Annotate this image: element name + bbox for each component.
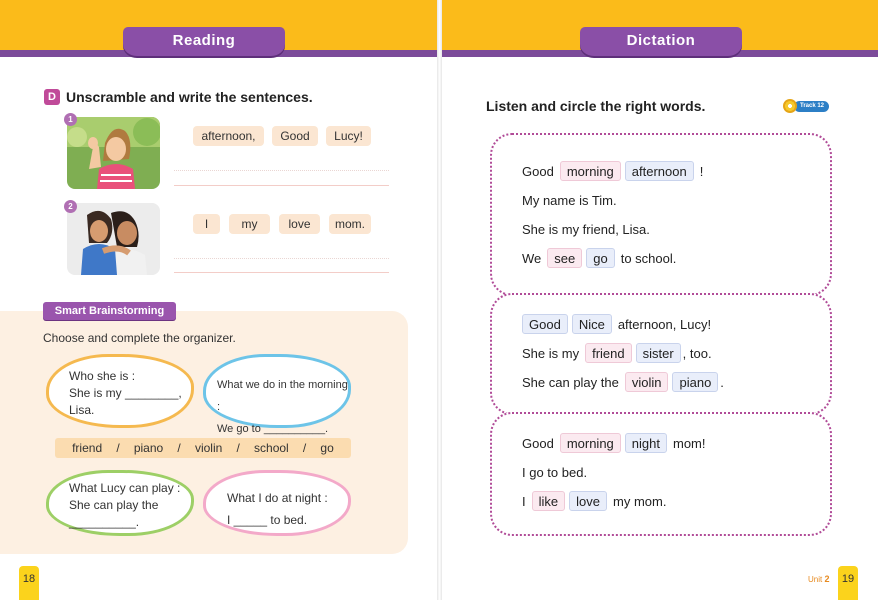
photo-girl-waving (67, 117, 160, 189)
choice-chip[interactable]: see (547, 248, 582, 268)
mother-daughter-illustration (67, 203, 160, 275)
word-tile: afternoon, (193, 126, 264, 146)
line-text: , too. (682, 345, 712, 361)
cloud-line: We go to __________. (217, 423, 329, 435)
line-text: Good (522, 435, 554, 451)
line-text: She can play the (522, 374, 619, 390)
choice-chip[interactable]: go (586, 248, 614, 268)
cloud-line: Who she is : (69, 369, 136, 383)
line-text: to school. (620, 250, 677, 266)
word-tile: I (193, 214, 220, 234)
dictation-line (522, 490, 666, 512)
photo-mother-daughter (67, 203, 160, 275)
section-badge: D (44, 89, 60, 105)
line-text: I (522, 493, 526, 509)
word-bank-separator: / (236, 441, 240, 455)
choice-chip[interactable]: night (625, 433, 667, 453)
word-bank-item: go (320, 441, 334, 455)
word-bank-item: piano (133, 441, 164, 455)
item-number-1: 1 (64, 113, 77, 126)
writing-line[interactable] (174, 185, 389, 186)
choice-chip[interactable]: violin (625, 372, 669, 392)
dictation-line: She is my friend, Lisa. (522, 221, 650, 237)
writing-guide-line (174, 170, 389, 171)
track-label: Track 12 (794, 101, 829, 112)
unit-label (808, 574, 829, 584)
line-text: . (720, 374, 724, 390)
word-tile: my (229, 214, 270, 234)
word-bank-separator: / (302, 441, 307, 455)
word-bank-item: violin (194, 441, 223, 455)
cloud-line: What we do in the morning : (217, 379, 348, 413)
word-bank-separator: / (177, 441, 181, 455)
item-number-2: 2 (64, 200, 77, 213)
section-title: Unscramble and write the sentences. (66, 89, 313, 105)
line-text: We (522, 250, 542, 266)
dictation-line (522, 342, 712, 364)
audio-track-button[interactable] (783, 99, 829, 113)
line-text: ! (699, 163, 704, 179)
cloud-line: What Lucy can play : (69, 481, 181, 495)
cloud-morning (203, 354, 351, 435)
dictation-line: My name is Tim. (522, 192, 617, 208)
dictation-line (522, 247, 676, 269)
dictation-instruction: Listen and circle the right words. (486, 98, 706, 114)
line-text: mom! (672, 435, 706, 451)
cloud-line: __________. (69, 515, 140, 529)
cloud-line: I _____ to bed. (227, 513, 308, 527)
dictation-banner: Dictation (580, 27, 742, 56)
unit-text: Unit (808, 575, 823, 584)
writing-guide-line (174, 258, 389, 259)
dictation-line (522, 313, 711, 335)
word-bank (55, 438, 351, 458)
writing-line[interactable] (174, 272, 389, 273)
dictation-line (522, 160, 703, 182)
choice-chip[interactable]: Good (522, 314, 568, 334)
word-bank-item: school (254, 441, 289, 455)
dictation-box-1 (490, 133, 832, 296)
cloud-line: She is my ________, (69, 386, 182, 400)
word-bank-item: friend (72, 441, 103, 455)
dictation-line (522, 432, 705, 454)
page-number-left: 18 (19, 566, 39, 600)
choice-chip[interactable]: morning (560, 161, 621, 181)
unit-number: 2 (824, 574, 830, 584)
choice-chip[interactable]: love (569, 491, 607, 511)
word-tile: mom. (329, 214, 371, 234)
dictation-line: I go to bed. (522, 464, 588, 480)
choice-chip[interactable]: Nice (572, 314, 612, 334)
line-text: afternoon, Lucy! (617, 316, 712, 332)
line-text: Good (522, 163, 554, 179)
word-tile: love (279, 214, 320, 234)
cloud-line: Lisa. (69, 403, 95, 417)
choice-chip[interactable]: like (532, 491, 566, 511)
cd-icon (783, 99, 797, 113)
girl-waving-illustration (67, 117, 160, 189)
cloud-lucy-can-play (46, 470, 194, 536)
cloud-line: She can play the (69, 498, 159, 512)
book-spine (437, 0, 442, 600)
cloud-line: What I do at night : (227, 491, 328, 505)
reading-banner: Reading (123, 27, 285, 56)
page-number-right: 19 (838, 566, 858, 600)
word-tile: Good (272, 126, 318, 146)
word-tile: Lucy! (326, 126, 371, 146)
choice-chip[interactable]: friend (585, 343, 632, 363)
choice-chip[interactable]: afternoon (625, 161, 694, 181)
dictation-line (522, 371, 724, 393)
section-d-header (44, 89, 313, 105)
choice-chip[interactable]: sister (636, 343, 681, 363)
brainstorm-instruction: Choose and complete the organizer. (43, 331, 236, 345)
choice-chip[interactable]: morning (560, 433, 621, 453)
cloud-who-she-is (46, 354, 194, 428)
line-text: She is my (522, 345, 580, 361)
cloud-night (203, 470, 351, 536)
line-text: my mom. (613, 493, 667, 509)
choice-chip[interactable]: piano (672, 372, 718, 392)
smart-brainstorming-label: Smart Brainstorming (43, 302, 176, 320)
word-bank-separator: / (116, 441, 120, 455)
